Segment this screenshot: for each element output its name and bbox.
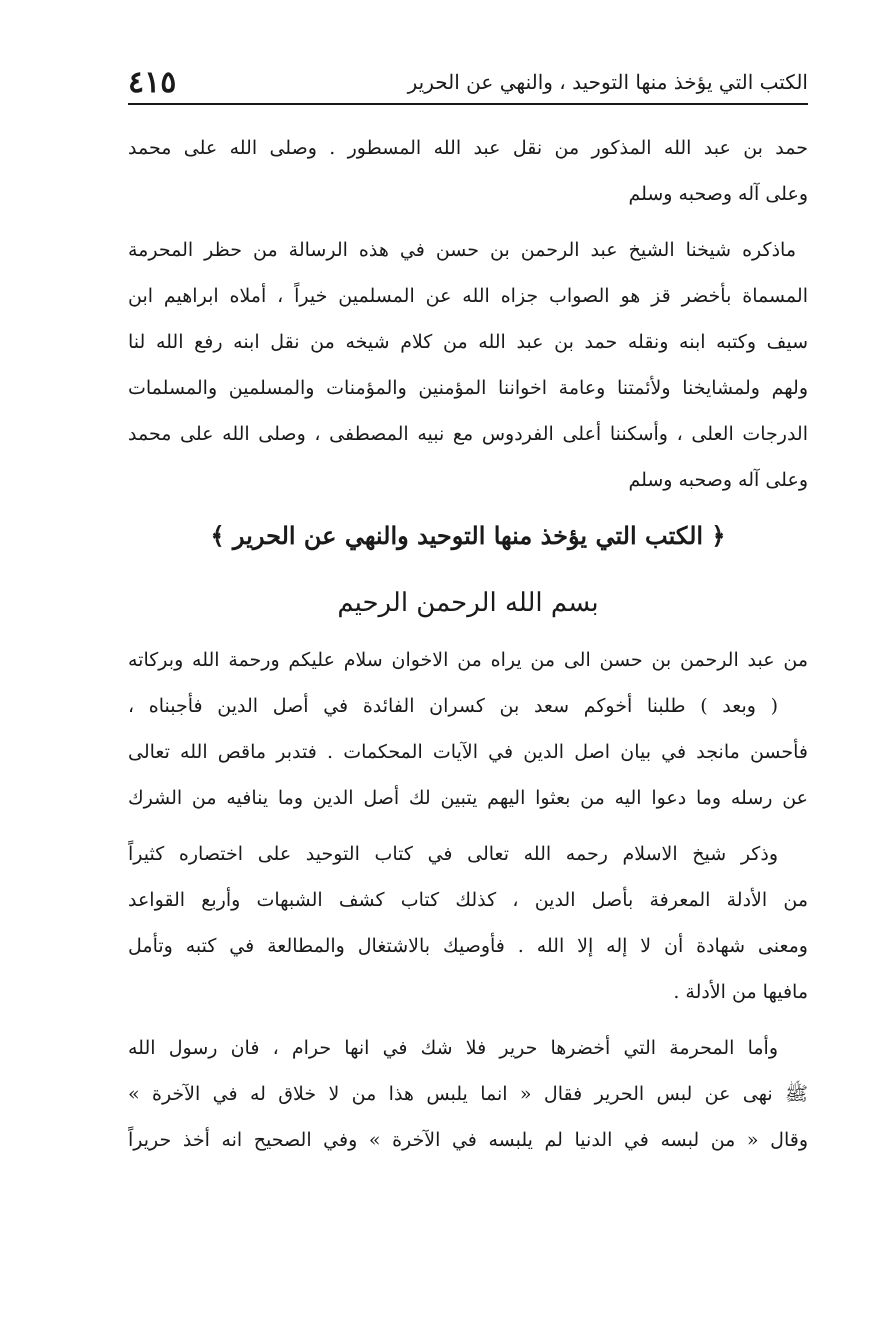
paragraph-silk — [128, 1025, 808, 1163]
running-header — [128, 62, 808, 102]
paragraph-books — [128, 831, 808, 1015]
section-title: ﴿ الكتب التي يؤخذ منها التوحيد والنهي عن الحرير ﴾ — [210, 521, 726, 550]
text-line: وذكر شيخ الاسلام رحمه الله تعالى في كتاب التوحيد على اختصاره كثيراً — [128, 843, 778, 865]
text-line: وعلى آله وصحبه وسلم — [628, 183, 808, 205]
text-line: ماذكره شيخنا الشيخ عبد الرحمن بن حسن في هذه الرسالة من حظر المحرمة — [128, 239, 796, 261]
text-line: ومعنى شهادة أن لا إله إلا الله . فأوصيك بالاشتغال والمطالعة في كتبه وتأمل — [128, 935, 808, 957]
text-line: حمد بن عبد الله المذكور من نقل عبد الله المسطور . وصلى الله على محمد — [128, 137, 808, 159]
text-line: من عبد الرحمن بن حسن الى من يراه من الاخوان سلام عليكم ورحمة الله وبركاته — [128, 649, 808, 671]
paragraph-endorsement — [128, 227, 808, 503]
header-title: الكتب التي يؤخذ منها التوحيد ، والنهي عن الحرير — [407, 70, 808, 94]
text-line: فأحسن مانجد في بيان اصل الدين في الآيات المحكمات . فتدبر ماقص الله تعالى — [128, 741, 808, 763]
text-line: ولهم ولمشايخنا ولأئمتنا وعامة اخواننا المؤمنين والمؤمنات والمسلمين والمسلمات — [128, 377, 808, 399]
paragraph-letter-opening — [128, 637, 808, 821]
text-line: ﷺ نهى عن لبس الحرير فقال « انما يلبس هذا من لا خلاق له في الآخرة » — [128, 1083, 808, 1105]
text-line: ( وبعد ) طلبنا أخوكم سعد بن كسران الفائدة في أصل الدين فأجبناه ، — [128, 695, 778, 717]
text-line: وقال « من لبسه في الدنيا لم يلبسه في الآخرة » وفي الصحيح انه أخذ حريراً — [128, 1129, 808, 1151]
text-line: وعلى آله وصحبه وسلم — [628, 469, 808, 491]
text-line: مافيها من الأدلة . — [673, 981, 808, 1003]
text-line: المسماة بأخضر قز هو الصواب جزاه الله عن المسلمين خيراً ، أملاه ابراهيم ابن — [128, 285, 808, 307]
text-line: من الأدلة المعرفة بأصل الدين ، كذلك كتاب كشف الشبهات وأربع القواعد — [128, 889, 808, 911]
page-number: ٤١٥ — [128, 64, 177, 100]
basmala: بسم الله الرحمن الرحيم — [337, 588, 599, 618]
text-line: سيف وكتبه ابنه ونقله حمد بن عبد الله من كلام شيخه من نقل ابنه رفع الله لنا — [128, 331, 808, 353]
header-rule — [128, 103, 808, 105]
page-body — [128, 125, 808, 1163]
text-line: وأما المحرمة التي أخضرها حرير فلا شك في انها حرام ، فان رسول الله — [128, 1037, 778, 1059]
text-line: الدرجات العلى ، وأسكننا أعلى الفردوس مع نبيه المصطفى ، وصلى الله على محمد — [128, 423, 808, 445]
paragraph-closing-1 — [128, 125, 808, 217]
text-line: عن رسله وما دعوا اليه من بعثوا اليهم يتبين لك أصل الدين وما ينافيه من الشرك — [128, 787, 808, 809]
